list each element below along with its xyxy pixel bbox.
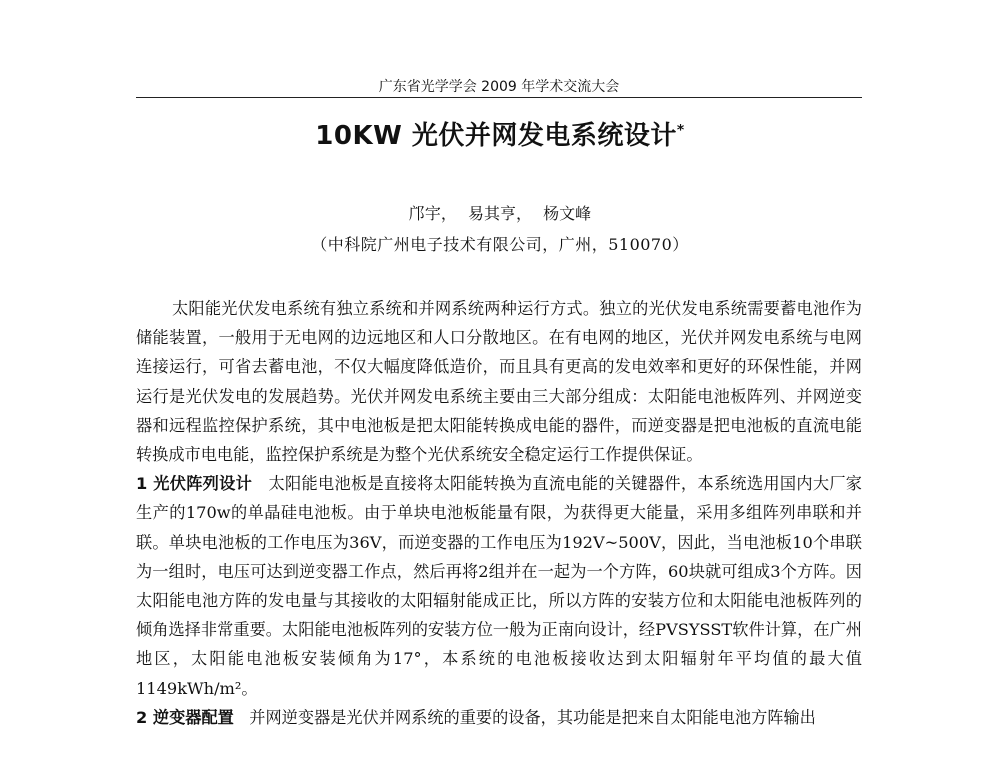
section-1-text: 太阳能电池板是直接将太阳能转换为直流电能的关键器件，本系统选用国内大厂家生产的170w的单晶硅电池板。由于单块电池板能量有限，为获得更大能量，采用多组阵列串联和并联。单块电池板的工作电压为36V，而逆变器的工作电压为192V~500V，因此，当电池板10个串联为一组时，电压可达到逆变器工作点，然后再将2组并在一起为一个方阵，60块就可组成3个方阵。因太阳能电池方阵的发电量与其接收的太阳辐射能成正比，所以方阵的安装方位和太阳能电池板阵列的倾角选择非常重要。太阳能电池板阵列的安装方位一般为正南向设计，经PVSYSST软件计算，在广州地区，太阳能电池板安装倾角为17°，本系统的电池板接收达到太阳辐射年平均值的最大值1149kWh/m²。 (136, 474, 862, 698)
section-1-paragraph (136, 469, 862, 703)
body-text (136, 294, 862, 732)
conference-header: 广东省光学学会 2009 年学术交流大会 (378, 79, 620, 95)
section-2-text: 并网逆变器是光伏并网系统的重要的设备，其功能是把来自太阳能电池方阵输出 (249, 707, 816, 727)
title-text: 10KW 光伏并网发电系统设计 (315, 121, 677, 151)
section-2-heading: 2 逆变器配置 (136, 707, 234, 727)
section-1-heading: 1 光伏阵列设计 (136, 474, 253, 494)
authors: 邝宇， 易其亨， 杨文峰 (408, 204, 592, 223)
title-footnote-mark: * (676, 122, 685, 139)
affiliation: （中科院广州电子技术有限公司，广州，510070） (311, 235, 689, 254)
header-rule (136, 97, 862, 98)
paper-title (0, 115, 1000, 152)
section-2-paragraph (136, 703, 862, 732)
intro-paragraph: 太阳能光伏发电系统有独立系统和并网系统两种运行方式。独立的光伏发电系统需要蓄电池作为储能装置，一般用于无电网的边远地区和人口分散地区。在有电网的地区，光伏并网发电系统与电网连接运行，可省去蓄电池，不仅大幅度降低造价，而且具有更高的发电效率和更好的环保性能，并网运行是光伏发电的发展趋势。光伏并网发电系统主要由三大部分组成：太阳能电池板阵列、并网逆变器和远程监控保护系统，其中电池板是把太阳能转换成电能的器件，而逆变器是把电池板的直流电能转换成市电电能，监控保护系统是为整个光伏系统安全稳定运行工作提供保证。 (136, 299, 862, 465)
